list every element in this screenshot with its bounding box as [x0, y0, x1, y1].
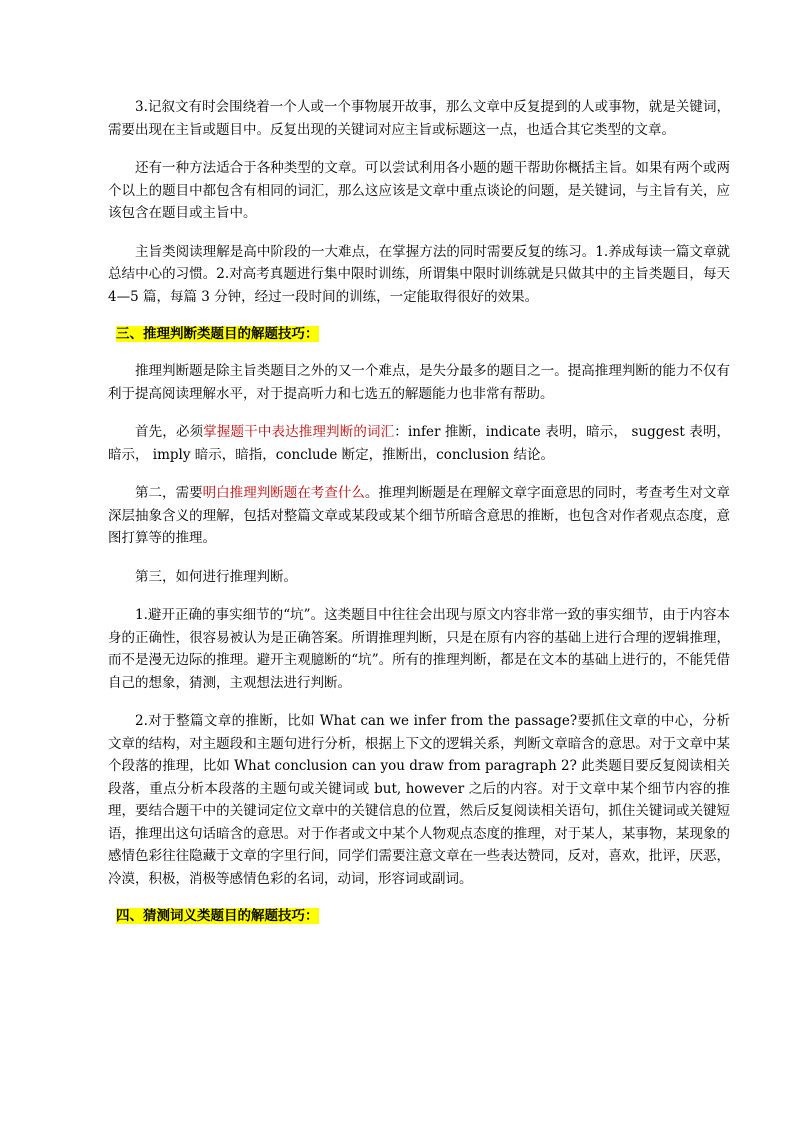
heading-highlight: 三、推理判断类题目的解题技巧：	[116, 326, 319, 342]
paragraph-inference-vocab	[108, 421, 730, 466]
paragraph-question-stem-method: 还有一种方法适合于各种类型的文章。可以尝试利用各小题的题干帮助你概括主旨。如果有两个或两个以上的题目中都包含有相同的词汇，那么这应该是文章中重点谈论的问题，是关键词，与主旨有关，应该包含在题目或主旨中。	[108, 160, 730, 221]
text-segment: 第二，需要	[135, 485, 203, 501]
red-emphasis-text: 掌握题干中表达推理判断的词汇	[203, 424, 395, 440]
heading-highlight: 四、猜测词义类题目的解题技巧：	[116, 908, 319, 924]
section-heading-inference	[108, 324, 730, 344]
red-emphasis-text: 明白推理判断题在考查什么	[202, 485, 365, 501]
document-page	[108, 96, 730, 926]
text-segment: 首先，必须	[135, 424, 204, 440]
text-segment: 。推理判断题是在理解文章字面意思的同时，考查考生对文章深层抽象含义的理解，包括对整篇文章或某段或某个细节所暗含意思的推断，也包含对作者观点态度，意图打算等的推理。	[108, 485, 731, 546]
text-segment: ：infer 推断，indicate 表明，暗示， suggest 表明，暗示， imply 暗示，暗指，conclude 断定，推断出，conclusion 结论。	[108, 424, 730, 463]
paragraph-inference-types: 2.对于整篇文章的推断，比如 What can we infer from the passage?要抓住文章的中心，分析文章的结构，对主题段和主题句进行分析，根据上下文的逻辑关系，判断文章暗含的意思。对于文章中某个段落的推理，比如 What conclusion can you draw from paragraph 2? 此类题目要反复阅读相关段落，重点分析本段落的主题句或关键词或 but, however 之后的内容。对于文章中某个细节内容的推理，要结合题干中的关键词定位文章中的关键信息的位置，然后反复阅读相关语句，抓住关键词或关键短语，推理出这句话暗含的意思。对于作者或文中某个人物观点态度的推理，对于某人，某事物，某现象的感情色彩往往隐藏于文章的字里行间，同学们需要注意文章在一些表达赞同，反对，喜欢，批评，厌恶，冷漠，积极，消极等感情色彩的名词，动词，形容词或副词。	[108, 713, 730, 887]
paragraph-inference-intro: 推理判断题是除主旨类题目之外的又一个难点，是失分最多的题目之一。提高推理判断的能力不仅有利于提高阅读理解水平，对于提高听力和七选五的解题能力也非常有帮助。	[108, 363, 730, 402]
section-heading-word-meaning	[108, 906, 730, 926]
paragraph-how-to-infer: 第三，如何进行推理判断。	[135, 568, 297, 585]
paragraph-avoid-traps: 1.避开正确的事实细节的“坑”。这类题目中往往会出现与原文内容非常一致的事实细节，由于内容本身的正确性，很容易被认为是正确答案。所谓推理判断，只是在原有内容的基础上进行合理的逻辑推理，而不是漫无边际的推理。避开主观臆断的“坑”。所有的推理判断，都是在文本的基础上进行的，不能凭借自己的想象，猜测，主观想法进行判断。	[108, 607, 730, 691]
paragraph-main-idea-practice: 主旨类阅读理解是高中阶段的一大难点，在掌握方法的同时需要反复的练习。1.养成每读一篇文章就总结中心的习惯。2.对高考真题进行集中限时训练，所谓集中限时训练就是只做其中的主旨类题目，每天 4—5 篇，每篇 3 分钟，经过一段时间的训练，一定能取得很好的效果。	[108, 243, 730, 305]
paragraph-inference-purpose	[108, 482, 730, 550]
paragraph-narrative-keyword: 3.记叙文有时会围绕着一个人或一个事物展开故事，那么文章中反复提到的人或事物，就是关键词，需要出现在主旨或题目中。反复出现的关键词对应主旨或标题这一点，也适合其它类型的文章。	[108, 99, 730, 138]
